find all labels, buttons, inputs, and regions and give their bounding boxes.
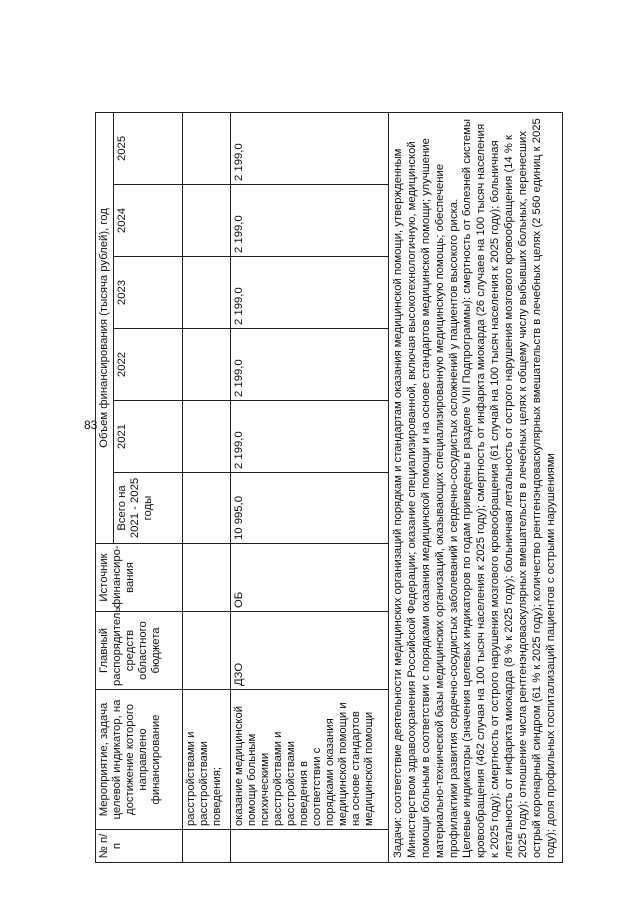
header-funding: Объем финансирования (тысяча рублей), год <box>96 112 114 543</box>
header-year: 2024 <box>113 185 182 257</box>
row-value <box>182 112 230 184</box>
row-value: 2 199,0 <box>230 401 388 473</box>
indicators-paragraph: Целевые индикаторы (значения целевых индикаторов по годам приведены в разделе VIII Подпрограммы): смертность от болезней системы кровообращения (462 случая на 100 тысяч населения к 2025 году); смертность от инфаркта миокарда (26 случаев на 100 тысяч населения к 2025 году); смертность от острого нарушения мозгового кровообращения (61 случай на 100 тысяч населения к 2025 году); больничная летальность от инфаркта миокарда (8 % к 2025 году); больничная летальность от острого нарушения мозгового кровообращения (14 % к 2025 году); отношение числа рентгенэндоваскулярных вмешательств в лечебных целях к общему числу выбывших больных, перенесших острый коронарный синдром (61 % к 2025 году); количество рентгенэндоваскулярных вмешательств в лечебных целях (2 560 единиц к 2025 году); доля профильных госпитализаций пациентов с острыми нарушениями <box>461 118 557 858</box>
row-total: 10 995,0 <box>230 473 388 544</box>
funding-table <box>95 112 563 863</box>
header-year: 2021 <box>113 401 182 473</box>
row-measure: оказание медицинской помощи больным психическими расстройствами и расстройствами поведения в соответствии с порядками оказания медицинской помощи и на основе стандартов медицинской помощи <box>230 690 388 830</box>
header-year: 2023 <box>113 257 182 329</box>
row-value <box>182 329 230 401</box>
row-value <box>182 401 230 473</box>
row-admin: ДЗО <box>230 612 388 690</box>
row-num <box>230 830 388 863</box>
header-row <box>96 112 114 862</box>
table-row <box>182 112 230 862</box>
header-total: Всего на 2021 - 2025 годы <box>113 473 182 544</box>
row-value: 2 199,0 <box>230 257 388 329</box>
header-year: 2022 <box>113 329 182 401</box>
tasks-row <box>388 112 562 862</box>
rotated-page <box>95 113 595 863</box>
row-value <box>182 185 230 257</box>
tasks-cell <box>388 112 562 862</box>
row-value: 2 199,0 <box>230 112 388 184</box>
header-source: Источник финансиро-вания <box>96 544 183 612</box>
header-admin: Главный распорядитель средств областного бюджета <box>96 612 183 690</box>
row-source: ОБ <box>230 544 388 612</box>
table-row <box>230 112 388 862</box>
row-value: 2 199,0 <box>230 329 388 401</box>
row-measure: расстройствами и расстройствами поведения; <box>182 690 230 830</box>
row-source <box>182 544 230 612</box>
header-year: 2025 <box>113 112 182 184</box>
row-num <box>182 830 230 863</box>
tasks-paragraph: Задачи: соответствие деятельности медицинских организаций порядкам и стандартам оказания медицинской помощи, утвержденным Министерством здравоохранения Российской Федерации; оказание специализированной, включая высокотехнологичную, медицинской помощи больным в соответствии с порядками оказания медицинской помощи и на основе стандартов медицинской помощи; улучшение материально-технической базы медицинских организаций, оказывающих специализированную медицинскую помощь; обеспечение профилактики развития сердечно-сосудистых заболеваний и сердечно-сосудистых осложнений у пациентов высокого риска. <box>391 138 460 858</box>
row-admin <box>182 612 230 690</box>
row-total <box>182 473 230 544</box>
row-value: 2 199,0 <box>230 185 388 257</box>
row-value <box>182 257 230 329</box>
header-measure: Мероприятие, задача целевой индикатор, на достижение которого направлено финансирование <box>96 690 183 830</box>
page-number: 83 <box>84 418 98 432</box>
header-num: № п/п <box>96 830 183 863</box>
